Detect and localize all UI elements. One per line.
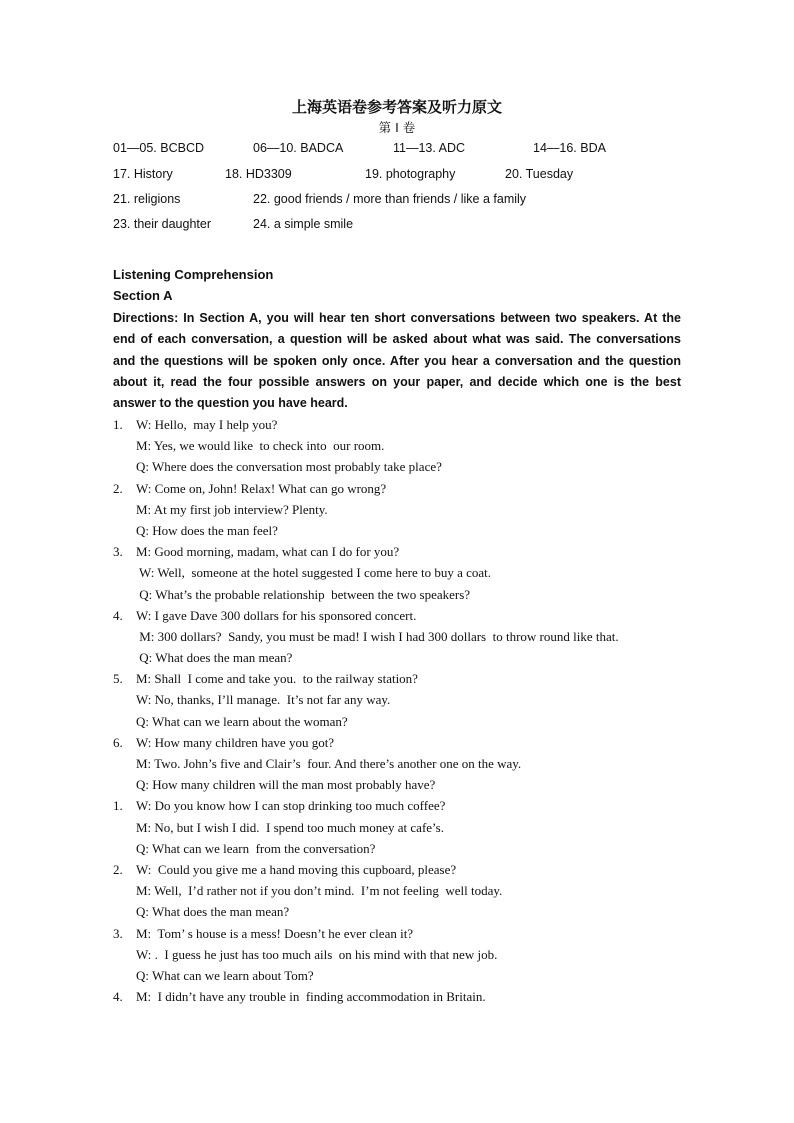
dialogue-text: M: I didn’t have any trouble in finding accommodation in Britain. xyxy=(136,989,486,1005)
conversation-first-line xyxy=(113,668,693,689)
dialogue-text: W: Hello, may I help you? xyxy=(136,417,278,432)
item-number: 4. xyxy=(113,607,123,623)
conversation-line xyxy=(113,944,693,965)
dialogue-text: Q: What’s the probable relationship between the two speakers? xyxy=(136,586,471,602)
conversation-item xyxy=(113,541,693,605)
dialogue-text: W: No, thanks, I’ll manage. It’s not far any way. xyxy=(136,692,391,708)
item-number: 1. xyxy=(113,417,123,432)
conversation-line xyxy=(113,562,693,583)
conversation-item xyxy=(113,986,693,1007)
answer-11-13: 11—13. ADC xyxy=(393,141,466,155)
dialogue-text: Q: How does the man feel? xyxy=(136,522,278,538)
section-heading: Section A xyxy=(113,288,173,303)
conversation-line xyxy=(113,584,693,605)
conversation-first-line xyxy=(113,732,693,753)
conversation-line xyxy=(113,753,693,774)
dialogue-text: Q: What does the man mean? xyxy=(136,650,293,666)
dialogue-text: M: No, but I wish I did. I spend too much money at cafe’s. xyxy=(136,819,444,835)
conversation-item xyxy=(113,668,693,732)
item-number: 2. xyxy=(113,480,123,496)
conversation-item xyxy=(113,414,693,478)
dialogue-text: M: Tom’ s house is a mess! Doesn’t he ever clean it? xyxy=(136,925,414,941)
conversation-item xyxy=(113,795,693,859)
directions-paragraph: Directions: In Section A, you will hear ten short conversations between two speakers. At the end of each conversation, a question will be asked about what was said. The conversations and the questions will be spoken only once. After you hear a conversation and the question about it, read the four possible answers on your paper, and decide which one is the best answer to the question you have heard. xyxy=(113,311,681,411)
item-number: 4. xyxy=(113,989,123,1005)
conversation-line xyxy=(113,880,693,901)
conversation-item xyxy=(113,605,693,669)
page-subtitle: 第 I 卷 xyxy=(378,120,416,135)
dialogue-text: W: Do you know how I can stop drinking too much coffee? xyxy=(136,798,446,814)
conversation-first-line xyxy=(113,414,693,435)
dialogue-text: W: Come on, John! Relax! What can go wrong? xyxy=(136,480,387,496)
conversation-line xyxy=(113,520,693,541)
answer-18: 18. HD3309 xyxy=(225,167,292,181)
conversation-line xyxy=(113,901,693,922)
dialogue-text: W: . I guess he just has too much ails on his mind with that new job. xyxy=(136,946,498,962)
answer-24: 24. a simple smile xyxy=(253,217,354,231)
conversation-line xyxy=(113,499,693,520)
dialogue-text: M: At my first job interview? Plenty. xyxy=(136,501,328,517)
dialogue-text: W: I gave Dave 300 dollars for his sponsored concert. xyxy=(136,607,417,623)
item-number: 3. xyxy=(113,544,123,560)
conversation-first-line xyxy=(113,478,693,499)
conversation-line xyxy=(113,711,693,732)
conversation-list xyxy=(113,414,693,1007)
dialogue-text: Q: Where does the conversation most probably take place? xyxy=(136,459,442,475)
dialogue-text: M: Two. John’s five and Clair’s four. And there’s another one on the way. xyxy=(136,756,522,771)
dialogue-text: M: Yes, we would like to check into our room. xyxy=(136,438,385,454)
dialogue-text: Q: What can we learn about the woman? xyxy=(136,713,348,729)
conversation-line xyxy=(113,456,693,477)
answer-1-5: 01—05. BCBCD xyxy=(113,141,205,155)
conversation-first-line xyxy=(113,859,693,880)
conversation-first-line xyxy=(113,795,693,816)
item-number: 3. xyxy=(113,925,123,941)
dialogue-text: M: Good morning, madam, what can I do for you? xyxy=(136,544,400,560)
conversation-item xyxy=(113,859,693,923)
dialogue-text: M: 300 dollars? Sandy, you must be mad! I wish I had 300 dollars to throw round like that. xyxy=(136,628,619,644)
dialogue-text: M: Well, I’d rather not if you don’t mind. I’m not feeling well today. xyxy=(136,883,503,899)
item-number: 2. xyxy=(113,861,123,877)
answer-14-16: 14—16. BDA xyxy=(533,141,606,155)
dialogue-text: W: How many children have you got? xyxy=(136,734,335,750)
dialogue-text: M: Shall I come and take you. to the railway station? xyxy=(136,671,418,687)
conversation-line xyxy=(113,689,693,710)
conversation-item xyxy=(113,923,693,987)
dialogue-text: Q: How many children will the man most probably have? xyxy=(136,777,436,793)
conversation-line xyxy=(113,647,693,668)
conversation-item xyxy=(113,478,693,542)
conversation-first-line xyxy=(113,541,693,562)
dialogue-text: W: Could you give me a hand moving this cupboard, please? xyxy=(136,861,457,877)
conversation-first-line xyxy=(113,986,693,1007)
conversation-line xyxy=(113,774,693,795)
conversation-line xyxy=(113,838,693,859)
conversation-item xyxy=(113,732,693,796)
conversation-first-line xyxy=(113,605,693,626)
answer-22: 22. good friends / more than friends / like a family xyxy=(253,192,527,206)
listening-heading: Listening Comprehension xyxy=(113,267,274,282)
conversation-line xyxy=(113,435,693,456)
item-number: 1. xyxy=(113,798,123,814)
dialogue-text: W: Well, someone at the hotel suggested I come here to buy a coat. xyxy=(136,565,492,581)
dialogue-text: Q: What can we learn from the conversation? xyxy=(136,840,376,856)
item-number: 6. xyxy=(113,734,123,750)
item-number: 5. xyxy=(113,671,123,687)
conversation-line xyxy=(113,626,693,647)
answer-21: 21. religions xyxy=(113,192,181,206)
dialogue-text: Q: What can we learn about Tom? xyxy=(136,967,314,983)
conversation-first-line xyxy=(113,923,693,944)
answer-17: 17. History xyxy=(113,167,173,181)
conversation-line xyxy=(113,817,693,838)
answer-20: 20. Tuesday xyxy=(505,167,574,181)
answer-6-10: 06—10. BADCA xyxy=(253,141,344,155)
answer-23: 23. their daughter xyxy=(113,217,211,231)
page-title: 上海英语卷参考答案及听力原文 xyxy=(291,98,502,116)
dialogue-text: Q: What does the man mean? xyxy=(136,904,290,920)
answer-19: 19. photography xyxy=(365,167,456,181)
conversation-line xyxy=(113,965,693,986)
